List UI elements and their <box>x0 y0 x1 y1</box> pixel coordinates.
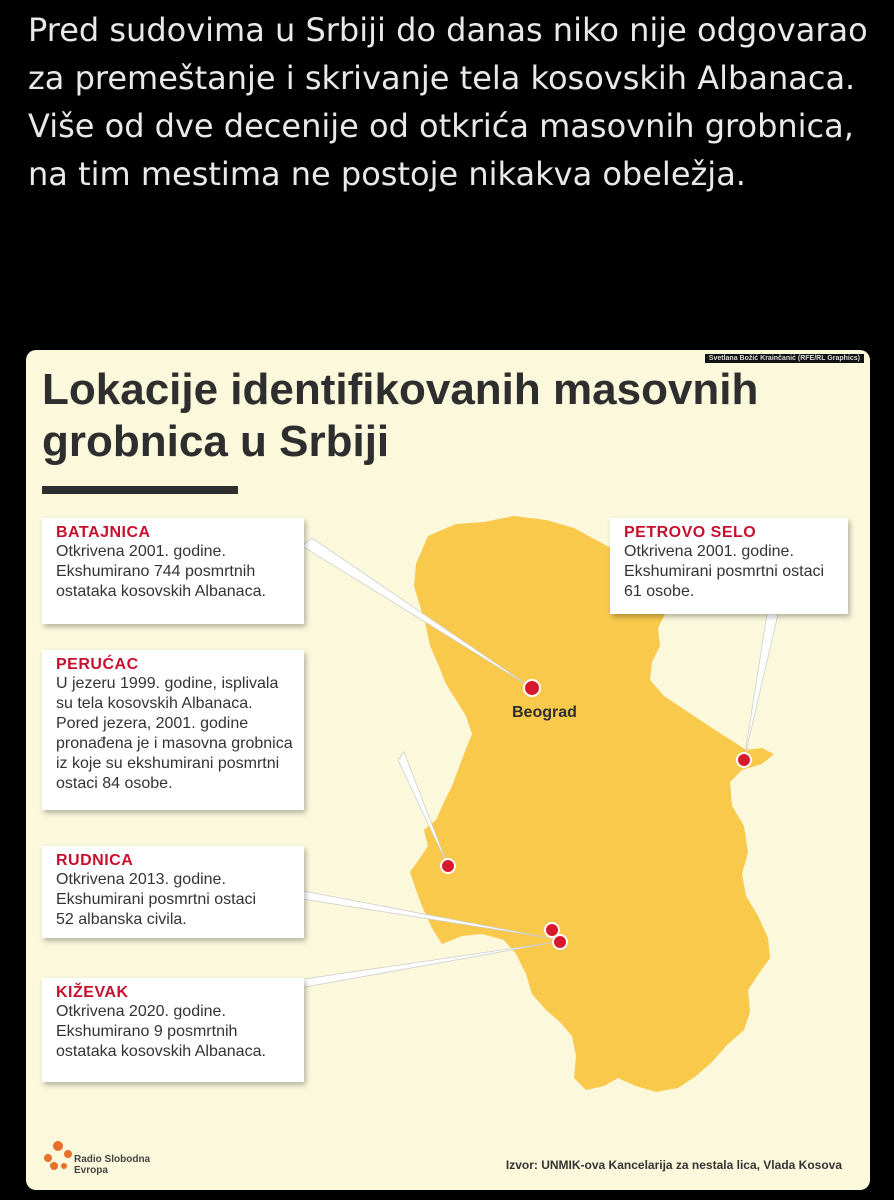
rse-logo-text: Radio Slobodna Evropa <box>74 1154 151 1176</box>
site-box-petrovo-selo <box>610 518 848 614</box>
site-description: U jezeru 1999. godine, isplivala su tela kosovskih Albanaca. Pored jezera, 2001. godine pronađena je i masovna grobnica iz koje su ekshumirani posmrtni ostaci 84 osobe. <box>56 675 293 792</box>
graphic-credit: Svetlana Božić Krainčanić (RFE/RL Graphics) <box>705 354 864 363</box>
site-name: PETROVO SELO <box>624 524 757 541</box>
callout-line-perucac <box>398 752 448 866</box>
site-description: Otkrivena 2001. godine. Ekshumirani posmrtni ostaci 61 osobe. <box>624 543 825 600</box>
capital-label: Beograd <box>512 704 577 721</box>
site-name: RUDNICA <box>56 852 134 869</box>
site-description: Otkrivena 2013. godine. Ekshumirani posmrtni ostaci 52 albanska civila. <box>56 871 257 928</box>
site-box-kizevak <box>42 978 304 1082</box>
site-name: BATAJNICA <box>56 524 151 541</box>
callout-line-kizevak <box>284 942 556 990</box>
source-note: Izvor: UNMIK-ova Kancelarija za nestala lica, Vlada Kosova <box>505 1158 842 1172</box>
site-box-batajnica <box>42 518 304 624</box>
site-name: PERUĆAC <box>56 656 139 673</box>
post-text <box>28 6 878 198</box>
site-description: Otkrivena 2001. godine. Ekshumirano 744 posmrtnih ostataka kosovskih Albanaca. <box>56 543 266 600</box>
infographic-title: Lokacije identifikovanih masovnih grobnica u Srbiji <box>42 365 759 466</box>
callout-line-petrovo-selo <box>744 608 778 760</box>
site-description: Otkrivena 2020. godine. Ekshumirano 9 posmrtnih ostataka kosovskih Albanaca. <box>56 1003 266 1060</box>
marker-beograd <box>524 680 540 696</box>
post-text-line-2: Više od dve decenije od otkrića masovnih grobnica, na tim mestima ne postoje nikakva obeležja. <box>28 107 854 193</box>
site-name: KIŽEVAK <box>56 984 129 1001</box>
site-box-rudnica <box>42 846 304 938</box>
site-box-perucac <box>42 650 304 810</box>
marker-perucac <box>441 859 455 873</box>
marker-petrovo-selo <box>737 753 751 767</box>
post-text-line-1: Pred sudovima u Srbiji do danas niko nije odgovarao za premeštanje i skrivanje tela kosovskih Albanaca. <box>28 11 868 97</box>
marker-kizevak <box>553 935 567 949</box>
infographic-image[interactable] <box>26 350 870 1190</box>
